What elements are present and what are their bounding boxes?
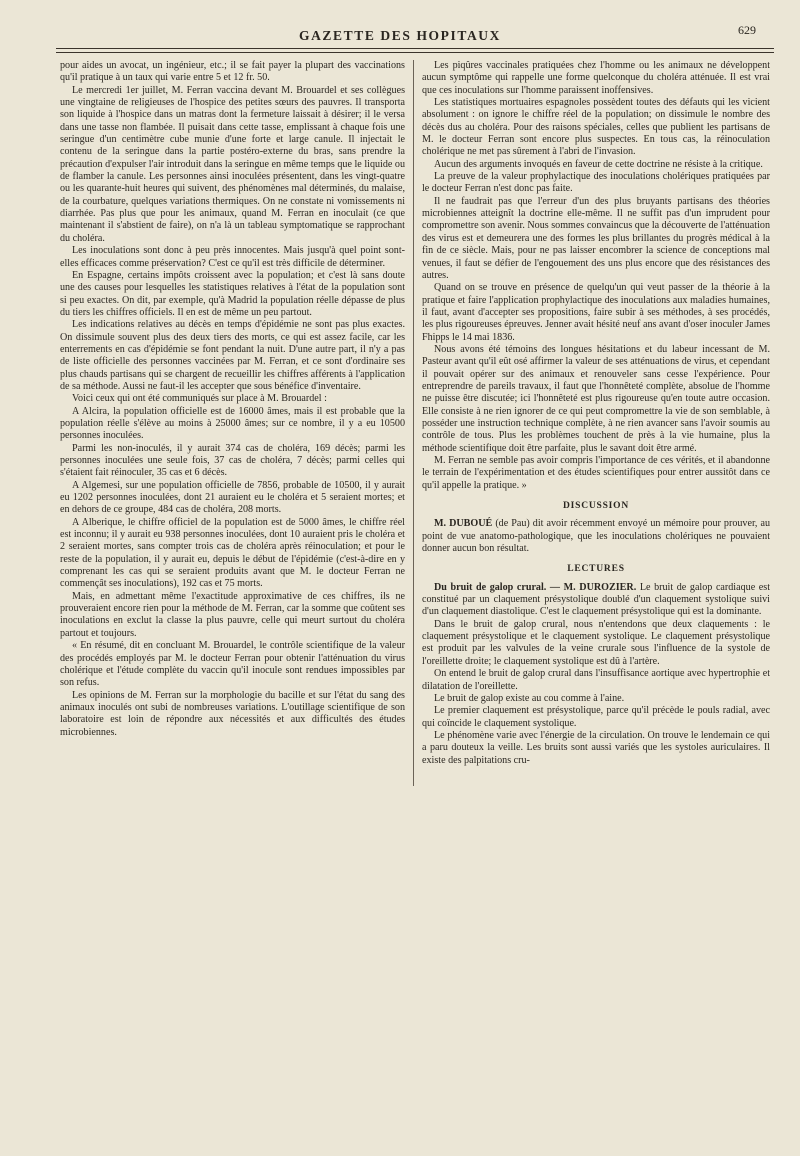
lectures-paragraph [422, 582, 770, 619]
discussion-text: (de Pau) dit avoir récemment envoyé un mémoire pour prouver, au point de vue anatomo-pathologique, que les inoculations cholériques ne pouvaient donner aucun bon résultat. [422, 518, 770, 555]
paragraph: Les piqûres vaccinales pratiquées chez l'homme ou les animaux ne développent aucun symptôme qui rappelle une forme quelconque du choléra atténuée. Il est vrai que ces inoculations sur l'homme paraissent inoffensives. [422, 60, 770, 96]
paragraph: Le bruit de galop existe au cou comme à l'aine. [434, 692, 625, 704]
header-rule [56, 48, 774, 49]
paragraph: La preuve de la valeur prophylactique des inoculations cholériques pratiquées par le docteur Ferran n'est donc pas faite. [422, 171, 770, 195]
paragraph: En Espagne, certains impôts croissent avec la population; et c'est là sans doute une des causes pour lesquelles les statistiques relatives à l'état de la population sont si peu exactes. On dit, par exemple, qu'à Madrid la population réelle dépasse de plus du tiers les chiffres officiels. Il en est de même un peu partout. [60, 269, 405, 318]
paragraph: Les indications relatives au décès en temps d'épidémie ne sont pas plus exactes. On dissimule souvent plus des deux tiers des morts, ce qui est assez facile, car les enterrements en cas d'épidémie se font pendant la nuit. D'une autre part, il n'y a pas de liste officielle des personnes vaccinées par M. Ferran, et ce sont d'ordinaire ses plus chauds partisans qui se chargent de recueillir les chiffres afférents à l'application de sa méthode. Aussi ne faut-il les accepter que sous bénéfice d'inventaire. [60, 319, 405, 392]
paragraph: A Alcira, la population officielle est de 16000 âmes, mais il est probable que la population réelle s'élève au moins à 25000 âmes; sur ce nombre, il y a eu 10500 personnes inoculées. [60, 405, 405, 442]
header-rule-thin [56, 52, 774, 53]
paragraph: Le mercredi 1er juillet, M. Ferran vaccina devant M. Brouardel et ses collègues une vingtaine de religieuses de l'hospice des petites sœurs des pauvres. Il transporta son liquide à l'hospice dans un matras dont la fermeture laissait à désirer; il le versa dans une tasse non flambée. Il puisait dans cette tasse, emplissant à chaque fois une seringue d'un centimètre cube munie d'une forte et large canule. Il injectait le contenu de la seringue dans la partie postéro-externe du bras, sans prendre la précaution d'expulser l'air introduit dans la seringue en même temps que le liquide ou de flamber la canule. Les personnes ainsi inoculées présentent, dans les vingt-quatre ou les quarante-huit heures qui suivent, des phénomènes mal déterminés, du malaise, de la courbature, quelques variations thermiques. On ne constate ni vomissements ni diarrhée. Pas plus que pour les animaux, quand M. Ferran en inoculait (ce que maintenant il s'abstient de faire), on n'a là un tableau symptomatique se rapprochant du choléra. [60, 84, 405, 244]
left-column [60, 60, 405, 1152]
paragraph: A Algemesi, sur une population officielle de 7856, probable de 10500, il y aurait eu 1202 personnes inoculées, dont 21 auraient eu le choléra et 5 seraient mortes; et en dehors de ce groupe, 484 cas de choléra, 208 morts. [60, 479, 405, 516]
paragraph: Les opinions de M. Ferran sur la morphologie du bacille et sur l'état du sang des animaux inoculés ont subi de nombreuses variations. L'outillage scientifique de son laboratoire est loin de répondre aux nécessités et aux difficultés des études microbiennes. [60, 689, 405, 738]
paragraph: Mais, en admettant même l'exactitude approximative de ces chiffres, ils ne prouveraient encore rien pour la méthode de M. Ferran, car la somme que coûtent ses inoculations en exclut la classe la plus pauvre, celle qui meurt surtout du choléra partout et toujours. [60, 590, 405, 639]
lectures-text: Le bruit de galop cardiaque est constitué par un claquement présystolique doublé d'un claquement systolique suivi d'un claquement diastolique. C'est le claquement présystolique qui est la dominante. [422, 581, 770, 618]
paragraph: Le premier claquement est présystolique, parce qu'il précède le pouls radial, avec qui coïncide le claquement systolique. [422, 705, 770, 729]
paragraph: Quand on se trouve en présence de quelqu'un qui veut passer de la théorie à la pratique et faire l'application prophylactique des inoculations aux maladies humaines, il faut, avant d'accepter ses propositions, faire subir à ses méthodes, à ses procédés, les plus rigoureuses épreuves. Jenner avait hésité neuf ans avant d'oser inoculer James Fhipps le 14 mai 1836. [422, 282, 770, 343]
paragraph: « En résumé, dit en concluant M. Brouardel, le contrôle scientifique de la valeur des procédés employés par M. le docteur Ferran pour obtenir l'atténuation du virus cholérique et l'étude complète du vaccin qu'il inocule sont rendues impossibles par son refus. [60, 640, 405, 689]
discussion-heading: DISCUSSION [562, 501, 630, 512]
discussion-paragraph [422, 518, 770, 555]
paragraph: Dans le bruit de galop crural, nous n'entendons que deux claquements : le claquement présystolique et le claquement systolique. Le claquement présystolique est produit par les valvules de la veine crurale sous l'influence de la systole de l'oreillette droite; le claquement systolique est dû à l'artère. [422, 618, 770, 667]
paragraph: Voici ceux qui ont été communiqués sur place à M. Brouardel : [72, 393, 327, 405]
paragraph: Les inoculations sont donc à peu près innocentes. Mais jusqu'à quel point sont-elles efficaces comme préservation? C'est ce qu'il est très difficile de déterminer. [60, 245, 405, 269]
lectures-heading: LECTURES [567, 564, 625, 575]
paragraph: pour aides un avocat, un ingénieur, etc.; il se fait payer la plupart des vaccinations qu'il pratique à un taux qui varie entre 5 et 12 fr. 50. [60, 60, 405, 84]
paragraph: A Alberique, le chiffre officiel de la population est de 5000 âmes, le chiffre réel est inconnu; il y aurait eu 938 personnes inoculées, dont 10 auraient pris le choléra et 2 seraient mortes, sans compter trois cas de choléra après réinoculation; et pour le reste de la population, il y aurait eu, depuis le début de l'épidémie (c'est-à-dire en y comprenant les cas qui se seraient produits avant que M. le docteur Ferran ne commençât ses inoculations), 192 cas et 75 morts. [60, 516, 405, 590]
paragraph: Le phénomène varie avec l'énergie de la circulation. On trouve le lendemain ce qui a paru douteux la veille. Les bruits sont aussi variés que les systoles auriculaires. Il existe des palpitations cru- [422, 729, 770, 766]
paragraph: Parmi les non-inoculés, il y aurait 374 cas de choléra, 169 décès; parmi les personnes inoculées une seule fois, 37 cas de choléra, 7 décès; parmi celles qui s'étaient fait réinoculer, 35 cas et 6 décès. [60, 442, 405, 479]
paragraph: On entend le bruit de galop crural dans l'insuffisance aortique avec hypertrophie et dilatation de l'oreillette. [422, 668, 770, 692]
paragraph: M. Ferran ne semble pas avoir compris l'importance de ces vérités, et il abandonne le terrain de l'expérimentation et des études scientifiques pour entrer aussitôt dans ce qu'il appelle la pratique. » [422, 455, 770, 491]
lectures-lead: Du bruit de galop crural. — M. DUROZIER. [434, 581, 637, 593]
right-column [422, 60, 770, 1152]
paragraph: Aucun des arguments invoqués en faveur de cette doctrine ne résiste à la critique. [434, 158, 763, 170]
paragraph: Les statistiques mortuaires espagnoles possèdent toutes des défauts qui les vicient absolument : on ignore le chiffre réel de la population; on dissimule le nombre des décès dus au choléra. Pour des raisons spéciales, celles que publient les partisans de M. le docteur Ferran sont encore plus suspectes. En tous cas, la réinoculation cholérique ne met pas sûrement à l'abri de l'invasion. [422, 97, 770, 158]
column-separator [413, 60, 414, 786]
page-header-title: GAZETTE DES HOPITAUX [298, 28, 502, 43]
page-number: 629 [738, 23, 756, 37]
discussion-author: M. DUBOUÉ [434, 518, 493, 530]
paragraph: Nous avons été témoins des longues hésitations et du labeur incessant de M. Pasteur avant qu'il eût osé affirmer la valeur de ses atténuations de virus, et cependant il pouvait opérer sur des animaux et renouveler sans cesse l'expérience. Pour entreprendre de pareils travaux, il faut que l'honnêteté complète, absolue de l'homme ne puisse être discutée; ici l'honnêteté est plus rigoureuse qu'en toute autre occasion. Elle consiste à ne rien ignorer de ce qui peut compromettre la vie de son semblable, à posséder une instruction technique complète, à ne rien avancer sans l'avoir soumis au contrôle de tous. Plus les problèmes touchent de près à la vie humaine, plus la méthode scientifique doit être parfaite, plus le savant doit être armé. [422, 343, 770, 454]
paragraph: Il ne faudrait pas que l'erreur d'un des plus bruyants partisans des théories microbiennes atteignît la doctrine elle-même. Il ne suffit pas d'un imprudent pour compromettre son avenir. Nous sommes convaincus que la découverte de l'atténuation des virus est et demeurera une des formes les plus brillantes du progrès médical à la fin de ce siècle. Mais, pour ne pas laisser encombrer la science de conceptions mal venues, il faut se défier de l'engouement des uns plus encore que des résistances des autres. [422, 195, 770, 281]
